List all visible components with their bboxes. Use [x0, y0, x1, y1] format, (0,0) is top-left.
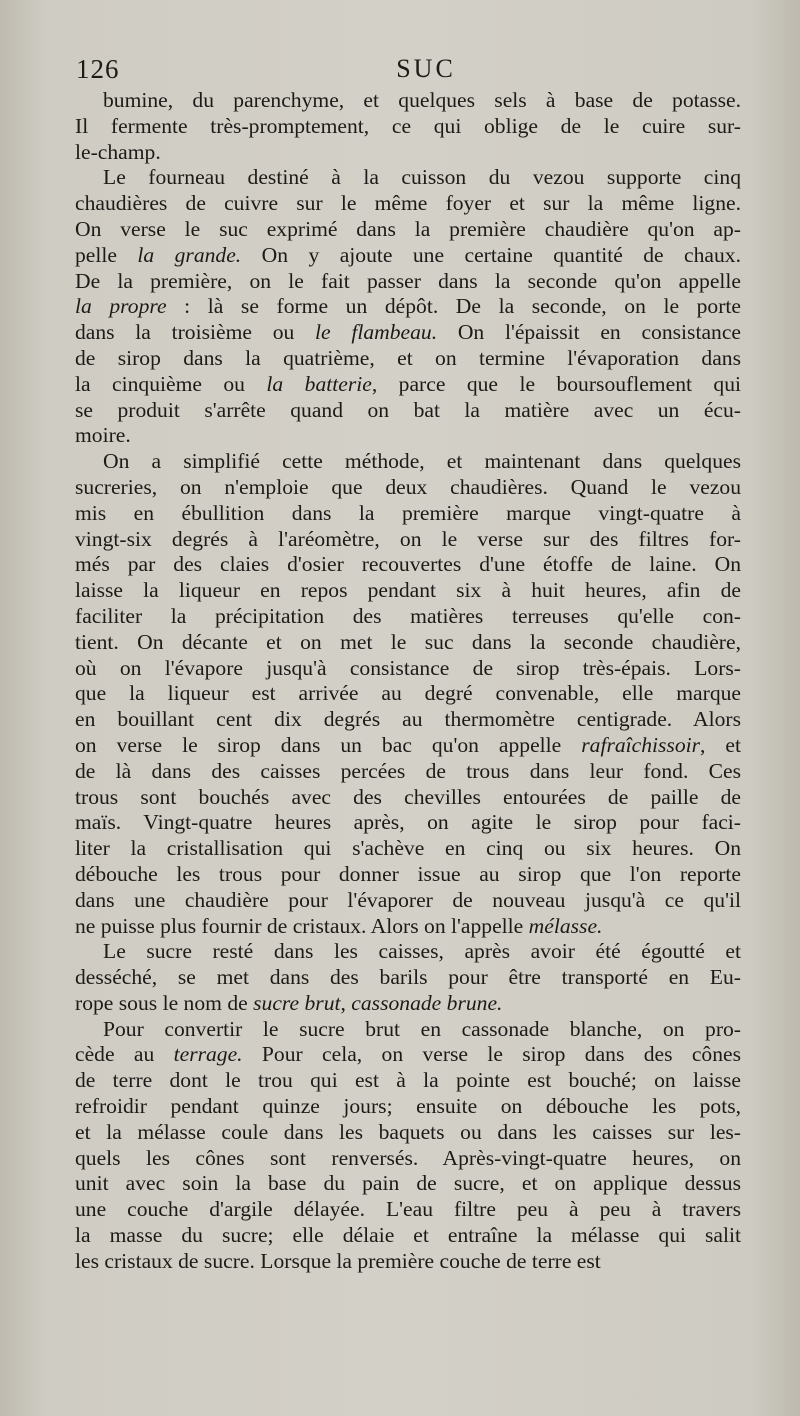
- paragraph: [75, 449, 741, 939]
- page-header: [76, 54, 736, 88]
- text-line: la propre : là se forme un dépôt. De la seconde, on le porte: [75, 294, 742, 319]
- text-line: On verse le suc exprimé dans la première chaudière qu'on ap-: [75, 216, 741, 241]
- text-line: moire.: [75, 423, 131, 448]
- text-line: mis en ébullition dans la première marque vingt-quatre à: [75, 500, 741, 525]
- text-line: Il fermente très-promptement, ce qui oblige de le cuire sur-: [75, 113, 741, 138]
- paragraph: [75, 88, 741, 165]
- text-line: dans une chaudière pour l'évaporer de nouveau jusqu'à ce qu'il: [75, 887, 741, 912]
- text-line: de terre dont le trou qui est à la pointe est bouché; on laisse: [75, 1068, 741, 1093]
- italic-term: terrage.: [173, 1042, 243, 1067]
- italic-term: sucre brut: [253, 990, 341, 1015]
- text-line: Le sucre resté dans les caisses, après avoir été égoutté et: [103, 939, 741, 964]
- text-line: une couche d'argile délayée. L'eau filtre peu à peu à travers: [75, 1197, 741, 1222]
- italic-term: la batterie: [266, 371, 372, 396]
- text-line: vingt-six degrés à l'aréomètre, on le verse sur des filtres for-: [75, 526, 741, 551]
- text-line: més par des claies d'osier recouvertes d'une étoffe de laine. On: [75, 552, 741, 577]
- text-line: que la liqueur est arrivée au degré convenable, elle marque: [75, 681, 741, 706]
- text-line: les cristaux de sucre. Lorsque la première couche de terre est: [75, 1248, 601, 1273]
- body-text: [75, 88, 741, 1275]
- text-line: sucreries, on n'emploie que deux chaudières. Quand le vezou: [75, 474, 741, 499]
- text-line: Le fourneau destiné à la cuisson du vezou supporte cinq: [103, 165, 741, 190]
- text-line: unit avec soin la base du pain de sucre, et on applique dessus: [75, 1171, 741, 1196]
- text-line: desséché, se met dans des barils pour être transporté en Eu-: [75, 965, 741, 990]
- italic-term: la grande.: [137, 242, 242, 267]
- text-line: maïs. Vingt-quatre heures après, on agite le sirop pour faci-: [75, 810, 741, 835]
- text-line: le-champ.: [75, 139, 161, 164]
- text-line: On a simplifié cette méthode, et maintenant dans quelques: [103, 449, 741, 474]
- italic-term: cassonade brune.: [351, 990, 503, 1015]
- text-line: en bouillant cent dix degrés au thermomètre centigrade. Alors: [75, 707, 741, 732]
- text-line: rope sous le nom de sucre brut, cassonade brune.: [75, 990, 503, 1015]
- text-line: bumine, du parenchyme, et quelques sels à base de potasse.: [103, 88, 741, 112]
- running-head: SUC: [396, 54, 456, 83]
- text-line: quels les cônes sont renversés. Après-vingt-quatre heures, on: [75, 1145, 741, 1170]
- text-line: où on l'évapore jusqu'à consistance de sirop très-épais. Lors-: [75, 655, 741, 680]
- text-line: débouche les trous pour donner issue au sirop que l'on reporte: [75, 861, 741, 886]
- text-line: chaudières de cuivre sur le même foyer et sur la même ligne.: [75, 191, 741, 216]
- text-line: liter la cristallisation qui s'achève en cinq ou six heures. On: [75, 836, 741, 861]
- text-line: laisse la liqueur en repos pendant six à huit heures, afin de: [75, 578, 741, 603]
- text-line: pelle la grande. On y ajoute une certaine quantité de chaux.: [75, 242, 741, 267]
- text-line: tient. On décante et on met le suc dans la seconde chaudière,: [75, 629, 741, 654]
- text-line: de sirop dans la quatrième, et on termine l'évaporation dans: [75, 345, 741, 370]
- text-line: ne puisse plus fournir de cristaux. Alors on l'appelle mélasse.: [75, 913, 603, 938]
- text-line: De la première, on le fait passer dans la seconde qu'on appelle: [75, 268, 741, 293]
- italic-term: rafraîchissoir: [581, 732, 701, 757]
- page-number: 126: [76, 54, 120, 84]
- text-line: et la mélasse coule dans les baquets ou dans les caisses sur les-: [75, 1119, 741, 1144]
- paragraph: [75, 165, 741, 449]
- text-line: de là dans des caisses percées de trous dans leur fond. Ces: [75, 758, 741, 783]
- text-line: cède au terrage. Pour cela, on verse le sirop dans des cônes: [75, 1042, 741, 1067]
- text-line: Pour convertir le sucre brut en cassonade blanche, on pro-: [103, 1016, 741, 1041]
- text-line: la masse du sucre; elle délaie et entraîne la mélasse qui salit: [75, 1223, 741, 1248]
- text-line: se produit s'arrête quand on bat la matière avec un écu-: [75, 397, 741, 422]
- text-line: faciliter la précipitation des matières terreuses qu'elle con-: [75, 603, 741, 628]
- paragraph: [75, 939, 741, 1016]
- text-line: dans la troisième ou le flambeau. On l'épaissit en consistance: [75, 320, 741, 345]
- paragraph: [75, 1017, 741, 1275]
- text-line: la cinquième ou la batterie, parce que le boursouflement qui: [75, 371, 742, 396]
- text-line: on verse le sirop dans un bac qu'on appelle rafraîchissoir, et: [75, 732, 742, 757]
- italic-term: mélasse.: [528, 913, 603, 938]
- italic-term: le flambeau.: [315, 320, 438, 345]
- text-line: refroidir pendant quinze jours; ensuite on débouche les pots,: [75, 1094, 741, 1119]
- italic-term: la propre: [75, 294, 167, 319]
- text-line: trous sont bouchés avec des chevilles entourées de paille de: [75, 784, 741, 809]
